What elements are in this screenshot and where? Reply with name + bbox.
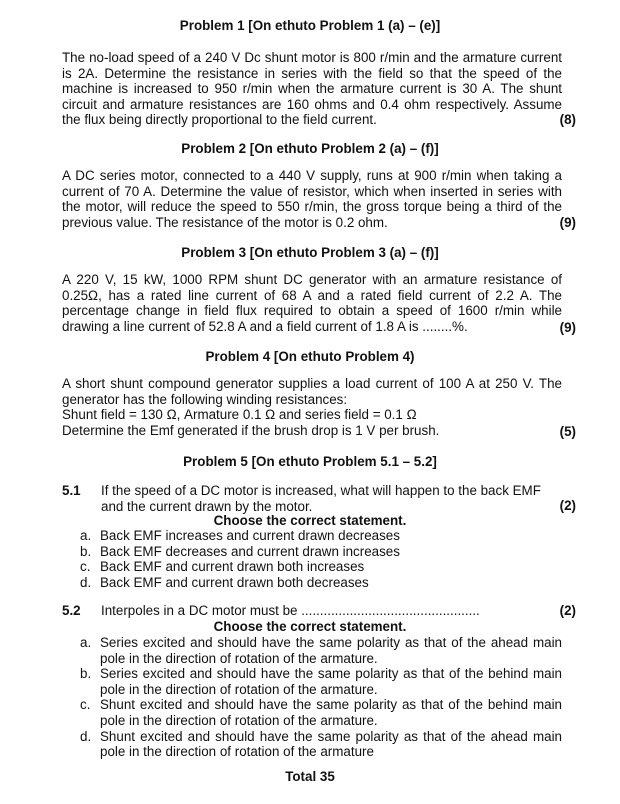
question-5-2-number: 5.2	[62, 603, 81, 618]
problem4-marks: (5)	[559, 424, 576, 439]
question-5-1-instruction: Choose the correct statement.	[213, 513, 407, 528]
question-5-2-text: Interpoles in a DC motor must be ................................................	[101, 603, 480, 618]
question-5-1-text: If the speed of a DC motor is increased, what will happen to the back EMF and the current drawn by the motor.	[101, 483, 541, 514]
option-item	[80, 544, 562, 560]
problem4-line3: Determine the Emf generated if the brush drop is 1 V per brush.	[62, 422, 440, 438]
problem4-line2: Shunt field = 130 Ω, Armature 0.1 Ω and series field = 0.1 Ω	[62, 407, 417, 423]
question-5-2-options	[80, 635, 562, 760]
option-item	[80, 559, 562, 575]
total-marks: Total 35	[285, 769, 335, 784]
option-item	[80, 528, 562, 544]
option-text: Shunt excited and should have the same polarity as that of the behind main pole in the direction of rotation of the armature.	[100, 697, 562, 728]
option-letter: b.	[80, 543, 92, 559]
problem1-body: The no-load speed of a 240 V Dc shunt motor is 800 r/min and the armature current is 2A. Determine the resistance in series with the field so that the speed of the machine is increased to 950 r/min when the armature current is 30 A. The shunt circuit and armature resistances are 160 ohms and 0.4 ohm respectively. Assume the flux being directly proportional to the field current.	[62, 50, 562, 128]
question-5-1-marks: (2)	[559, 498, 576, 513]
problem1-marks: (8)	[559, 112, 576, 127]
option-text: Back EMF and current drawn both decreases	[100, 574, 369, 590]
question-5-2-marks: (2)	[559, 603, 576, 618]
option-text: Back EMF and current drawn both increases	[100, 559, 365, 575]
option-letter: d.	[80, 574, 92, 590]
problem4-text	[62, 376, 562, 438]
option-letter: b.	[80, 666, 92, 682]
problem3-text	[62, 272, 562, 334]
option-text: Back EMF decreases and current drawn increases	[100, 543, 400, 559]
question-5-1-number: 5.1	[62, 483, 81, 498]
question-5-2-instruction: Choose the correct statement.	[213, 619, 407, 634]
option-letter: d.	[80, 728, 92, 744]
option-text: Shunt excited and should have the same polarity as that of the ahead main pole in the direction of rotation of the armature	[100, 728, 562, 760]
question-5-1-options	[80, 528, 562, 590]
problem3-body: A 220 V, 15 kW, 1000 RPM shunt DC generator with an armature resistance of 0.25Ω, has a rated line current of 68 A and a rated field current of 2.2 A. The percentage change in field flux required to obtain a speed of 1600 r/min while drawing a line current of 52.8 A and a field current of 1.8 A is ........%.	[62, 272, 562, 334]
option-letter: a.	[80, 635, 92, 650]
option-item	[80, 635, 562, 666]
problem1-heading: Problem 1 [On ethuto Problem 1 (a) – (e)]	[179, 18, 441, 33]
option-letter: a.	[80, 528, 92, 543]
problem4-heading: Problem 4 [On ethuto Problem 4)	[205, 349, 415, 364]
problem2-heading: Problem 2 [On ethuto Problem 2 (a) – (f)]	[181, 141, 439, 156]
problem3-heading: Problem 3 [On ethuto Problem 3 (a) – (f)]	[181, 245, 439, 260]
problem2-text	[62, 168, 562, 230]
problem4-line1: A short shunt compound generator supplies a load current of 100 A at 250 V. The generator has the following winding resistances:	[62, 376, 562, 407]
option-text: Series excited and should have the same polarity as that of the behind main pole in the direction of rotation of the armature.	[100, 666, 562, 697]
problem3-marks: (9)	[559, 320, 576, 335]
problem2-body: A DC series motor, connected to a 440 V supply, runs at 900 r/min when taking a current of 70 A. Determine the value of resistor, which when inserted in series with the motor, will reduce the speed to 550 r/min, the gross torque being a third of the previous value. The resistance of the motor is 0.2 ohm.	[62, 168, 562, 230]
option-text: Series excited and should have the same polarity as that of the ahead main pole in the direction of rotation of the armature.	[100, 635, 562, 666]
option-item	[80, 575, 562, 591]
problem2-marks: (9)	[559, 215, 576, 230]
option-letter: c.	[80, 697, 91, 713]
problem5-heading: Problem 5 [On ethuto Problem 5.1 – 5.2]	[183, 454, 437, 469]
option-item	[80, 729, 562, 760]
option-item	[80, 697, 562, 728]
option-text: Back EMF increases and current drawn decreases	[100, 528, 400, 543]
option-letter: c.	[80, 559, 91, 575]
problem1-text	[62, 50, 562, 128]
option-item	[80, 666, 562, 697]
